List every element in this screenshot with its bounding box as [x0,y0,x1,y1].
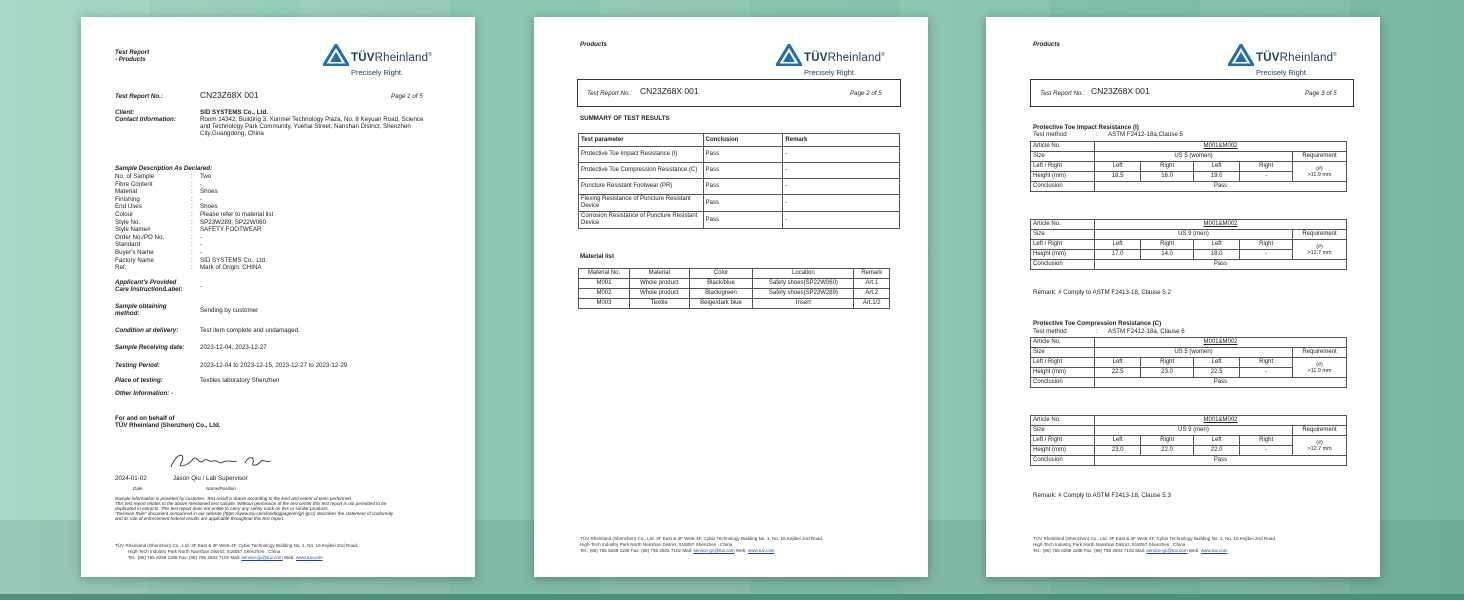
side-label: Left [1193,436,1239,446]
footer-web-link[interactable]: www.tuv.com [747,547,775,553]
summary-table [578,133,900,229]
table-cell: - [783,212,900,229]
report-no-label: Test Report No.: [115,93,163,100]
table-row [579,279,890,289]
label-cell: Height (mm) [1031,250,1095,260]
requirement-mark: (#) [1316,439,1323,446]
side-row [1031,240,1347,250]
compress-table-women [1030,337,1347,388]
requirement-value [1293,358,1347,378]
height-value: 22.5 [1193,368,1239,378]
side-label: Right [1141,162,1194,172]
label-cell: Left / Right [1031,240,1095,250]
report-page-1 [81,17,475,577]
tuv-logo [776,44,896,82]
table-row [579,179,900,195]
sample-field-colon: : [191,256,193,264]
height-value: 22.5 [1095,368,1141,378]
article-value: M001&M002 [1095,220,1347,230]
sample-field-label: Fibre Content [115,180,153,188]
sample-field-colon: : [191,180,193,188]
table-cell: - [783,163,900,179]
side-row [1031,162,1347,172]
contact-line: Room 14342, Building 3, Xunmei Technology Plaza, No. 8 Keyuan Road, Science [200,116,424,123]
contact-line: City,Guangdong, China [200,130,264,137]
care-label: Applicant's Provided [115,279,177,286]
triangle-logo-icon [1228,44,1254,66]
requirement-header: Requirement [1293,426,1347,436]
sign-date: 2024-01-02 [115,475,147,482]
table-cell: Black/green [689,289,753,299]
footer-contact [115,555,358,561]
sample-field-label: Ref. [115,264,127,272]
table-cell: M002 [579,289,630,299]
column-header: Color [689,269,753,279]
footer-contact [1033,548,1276,554]
article-value: M001&M002 [1095,416,1347,426]
header-subtitle: - Products [115,56,146,63]
sample-field-value: SAFETY FOOTWEAR [200,226,262,234]
table-cell: Whole product [629,279,689,289]
footer-web-link[interactable]: www.tuv.com [295,554,323,560]
table-row [579,212,900,229]
obtain-label: method: [115,310,140,317]
height-value: 18.0 [1193,250,1239,260]
client-label: Client: [115,109,135,116]
sample-field-label: Colour [115,211,134,218]
requirement-limit: >12.7 mm [1307,249,1332,256]
requirement-limit: >12.7 mm [1307,445,1332,452]
side-label: Left [1095,162,1141,172]
footer-mail-link[interactable]: service-gc@tuv.com [1146,547,1188,553]
brand-name [804,52,885,64]
sample-field-label: Order No./PO No. [115,233,165,241]
page-number: Page 2 of 5 [850,90,882,97]
header-title: Products [1033,41,1060,48]
page-number: Page 3 of 5 [1305,90,1337,97]
place-value: Textiles laboratory Shenzhen [200,377,280,384]
sample-field-label: No. of Sample [115,173,155,180]
footer-line: TÜV Rheinland (Shenzhen) Co., Ltd. 3F East & 3F West-4F, Cybio Technology Building No. 1, No. 16 Kejibei 2nd Road, [580,536,824,541]
tuv-logo [323,44,443,82]
brand-bold: TÜV [804,52,828,64]
footer-line: TÜV Rheinland (Shenzhen) Co., Ltd. 3F East & 3F West-4F, Cybio Technology Building No. 1, No. 16 Kejibei 2nd Road, [1033,536,1277,541]
requirement-value [1293,240,1347,260]
tuv-logo [1228,44,1348,82]
label-cell: Article No. [1031,416,1095,426]
period-label: Testing Period: [115,362,160,369]
size-row [1031,152,1347,162]
label-cell: Size [1031,230,1095,240]
brand-claim: Precisely Right. [351,68,404,77]
brand-rest: Rheinland [827,52,882,64]
condition-label: Condition at delivery: [115,327,179,334]
sample-field-value: Mark of Origin: CHINA [200,264,262,272]
obtain-label: Sample obtaining [115,303,167,310]
table-row [579,289,890,299]
table-cell: Protective Toe Compression Resistance (C) [579,163,704,179]
label-cell: Conclusion [1031,456,1095,466]
sample-field-colon: : [191,203,193,211]
table-header-row [579,134,900,147]
side-label: Right [1240,240,1293,250]
brand-reg: ® [428,52,433,59]
side-label: Right [1141,436,1194,446]
side-label: Left [1193,240,1239,250]
behalf-company: TÜV Rheinland (Shenzhen) Co., Ltd. [115,422,221,429]
table-cell: Textile [629,299,689,309]
conclusion-value: Pass [1095,456,1347,466]
side-label: Right [1141,358,1194,368]
impact-table-women [1030,141,1347,192]
sample-field-label: End Uses [115,203,142,211]
requirement-mark: (#) [1316,361,1323,368]
sample-field-label: Material [115,188,138,196]
label-cell: Left / Right [1031,436,1095,446]
size-row [1031,230,1347,240]
table-row [579,299,890,309]
table-cell: Pass [703,147,783,163]
sample-field-value: Shoes [200,203,218,211]
table-cell: M001 [579,279,630,289]
height-value: 14.0 [1141,250,1194,260]
height-value: 23.0 [1095,446,1141,456]
side-label: Right [1240,358,1293,368]
sample-field-value: Please refer to material list [200,211,274,218]
compress-table-men [1030,415,1347,466]
side-row [1031,436,1347,446]
label-cell: Size [1031,348,1095,358]
sample-field-colon: : [191,211,193,218]
disclaimer-line: "Decision Rule" document announced in our website (https://www.tuv.com/landingpage/en/gn-gcc/) describes the statement of conformity [115,511,394,516]
footer-web-link[interactable]: www.tuv.com [1200,547,1228,553]
table-cell: Black/blue [689,279,753,289]
sample-field-label: Buyer's Name [115,249,154,256]
sample-field-colon: : [191,249,193,256]
column-header: Conclusion [703,134,783,147]
brand-reg: ® [881,52,886,59]
footer-line: TÜV Rheinland (Shenzhen) Co., Ltd. 3F East & 3F West-4F, Cybio Technology Building No. 1, No. 16 Kejibei 2nd Road, [115,543,359,548]
page-footer [1033,536,1276,553]
conclusion-value: Pass [1095,182,1347,192]
footer-line: High-Tech Industry Park North Nanshan District, 518057 Shenzhen , China [128,548,281,554]
side-label: Right [1240,162,1293,172]
side-label: Right [1240,436,1293,446]
height-value: - [1240,172,1293,182]
report-no: CN23Z68X 001 [200,90,259,100]
label-cell: Size [1031,426,1095,436]
table-cell: Corrosion Resistance of Puncture Resistant Device [579,212,704,229]
care-label: Care Instruction/Label: [115,286,183,293]
impact-table-men [1030,219,1347,270]
client-value: SID SYSTEMS Co., Ltd. [200,109,269,116]
behalf-line: For and on behalf of [115,415,175,422]
sample-field-value: Two [200,173,212,180]
height-value: 18.5 [1095,172,1141,182]
height-value: 22.0 [1193,446,1239,456]
column-header: Remark [854,269,890,279]
sample-field-colon: : [191,195,193,203]
period-value: 2023-12-04 to 2023-12-15, 2023-12-27 to 2023-12-29 [200,362,348,369]
other-info: Other Information: - [115,390,174,397]
sample-field-value: SID SYSTEMS Co., Ltd. [200,256,267,264]
remark-compress: Remark: # Comply to ASTM F2413-18, Clause 5.3 [1033,492,1171,499]
report-page-2 [534,17,928,577]
brand-bold: TÜV [351,52,375,64]
impact-method-label: Test method [1033,131,1067,138]
side-label: Right [1141,240,1194,250]
size-value: US 9 (men) [1095,426,1293,436]
side-label: Left [1095,358,1141,368]
label-cell: Article No. [1031,338,1095,348]
label-cell: Conclusion [1031,378,1095,388]
conclusion-row [1031,260,1347,270]
table-cell: Art.1 [854,279,890,289]
place-label: Place of testing: [115,377,163,384]
requirement-limit: >11.9 mm [1307,171,1332,178]
table-cell: Safety shoes(SP22W060) [753,279,854,289]
sample-field-value: Shoes [200,188,218,196]
label-cell: Left / Right [1031,162,1095,172]
sample-field-colon: : [191,241,193,249]
compress-method: ASTM F2412-18a, Clause 6 [1108,328,1185,335]
conclusion-row [1031,456,1347,466]
disclaimer-line: Sample information is provided by customer. Test result is drawn according to the kind and extent of tests performed. [115,496,353,501]
sample-field-label: Style Name# [115,226,151,234]
footer-mail-link[interactable]: service-gc@tuv.com [693,547,735,553]
table-row [579,163,900,179]
contact-label: Contact Information: [115,116,176,123]
brand-rest: Rheinland [374,52,429,64]
triangle-logo-icon [776,44,802,66]
signature-image [167,449,277,473]
conclusion-row [1031,182,1347,192]
impact-title: Protective Toe Impact Resistance (I) [1033,124,1139,131]
column-header: Remark [783,134,900,147]
care-value: - [200,283,203,290]
requirement-header: Requirement [1293,348,1347,358]
table-cell: Insert [753,299,854,309]
page-number: Page 1 of 5 [391,93,423,100]
table-cell: Safety shoes(SP23W289) [753,289,854,299]
sample-field-label: Factory Name [115,256,154,264]
table-cell: - [783,179,900,195]
table-cell: Art.1/2 [854,299,890,309]
compress-title: Protective Toe Compression Resistance (C) [1033,320,1162,327]
report-no-box [577,79,901,107]
column-header: Material No. [579,269,630,279]
article-row [1031,220,1347,230]
report-page-3 [986,17,1380,577]
size-value: US 5 (women) [1095,152,1293,162]
disclaimer-line: This test report relates to the above mentioned test sample. Without permission of the test center this test report is not permitted to be [115,501,387,506]
table-cell: Pass [703,212,783,229]
sample-field-colon: : [191,226,193,234]
table-cell: M003 [579,299,630,309]
report-no-box [1030,79,1354,107]
triangle-logo-icon [323,44,349,66]
footer-mail-link[interactable]: service-gc@tuv.com [241,554,283,560]
size-row [1031,348,1347,358]
disclaimer-line: and its rule of enforcement federal results are applicable throughout this test report. [115,516,285,521]
compress-method-label: Test method [1033,328,1067,335]
column-header: Test parameter [579,134,704,147]
header-title: Test Report [115,49,150,56]
requirement-value [1293,162,1347,182]
height-value: 16.0 [1141,172,1194,182]
brand-bold: TÜV [1256,52,1280,64]
table-cell: Protective Toe Impact Resistance (I) [579,147,704,163]
impact-method-colon: : [1096,131,1098,138]
brand-claim: Precisely Right. [804,68,857,77]
article-row [1031,416,1347,426]
receiving-value: 2023-12-04, 2023-12-27 [200,344,267,351]
side-label: Left [1193,358,1239,368]
article-row [1031,338,1347,348]
table-cell: Pass [703,163,783,179]
sample-field-colon: : [191,173,193,180]
height-value: - [1240,250,1293,260]
report-no: CN23Z68X 001 [640,86,699,96]
brand-claim: Precisely Right. [1256,68,1309,77]
footer-contact-text: Tel.: (86) 755 8268 1188 Fax: (86) 755 2603 7102 Mail: [128,554,241,560]
footer-contact-text: Tel.: (86) 755 8268 1188 Fax: (86) 755 2603 7102 Mail: [1033,547,1146,553]
table-row [579,147,900,163]
brand-name [1256,52,1337,64]
compress-method-colon: : [1096,328,1098,335]
footer-web-label: Web: [1187,547,1200,553]
table-cell: Pass [703,195,783,212]
height-value: 23.0 [1141,368,1194,378]
article-value: M001&M002 [1095,142,1347,152]
page-footer [580,536,823,553]
footer-contact-text: Tel.: (86) 755 8268 1188 Fax: (86) 755 2603 7102 Mail: [580,547,693,553]
height-value: 17.0 [1095,250,1141,260]
column-header: Location [753,269,854,279]
label-cell: Height (mm) [1031,368,1095,378]
table-cell: - [783,147,900,163]
sample-field-colon: : [191,233,193,241]
requirement-mark: (#) [1316,243,1323,250]
size-value: US 5 (women) [1095,348,1293,358]
size-row [1031,426,1347,436]
article-row [1031,142,1347,152]
footer-contact [580,548,823,554]
sample-field-value: - [200,180,203,188]
footer-web-label: Web: [734,547,747,553]
table-cell: Beige/dark blue [689,299,753,309]
side-label: Left [1095,436,1141,446]
impact-method: ASTM F2412-18a,Clause 5 [1108,131,1183,138]
footer-line: High-Tech Industry Park North Nanshan District, 518057 Shenzhen , China [580,541,733,547]
footer-line: High-Tech Industry Park North Nanshan District, 518057 Shenzhen , China [1033,541,1186,547]
table-cell: Pass [703,179,783,195]
side-row [1031,358,1347,368]
report-no-label: Test Report No.: [587,90,632,97]
side-label: Left [1193,162,1239,172]
sample-field-value: - [200,241,203,249]
sample-field-value: - [200,249,203,256]
table-row [579,195,900,212]
material-table [578,268,890,309]
height-value: - [1240,446,1293,456]
sample-field-value: - [200,195,203,203]
header-title: Products [580,41,607,48]
requirement-header: Requirement [1293,230,1347,240]
sample-field-colon: : [191,218,193,226]
label-cell: Article No. [1031,220,1095,230]
table-cell: Whole product [629,289,689,299]
ledge-edge [0,594,1464,600]
conclusion-value: Pass [1095,378,1347,388]
sample-field-label: Standard [115,241,141,249]
article-value: M001&M002 [1095,338,1347,348]
sample-field-value: SP23W289, SP22W060 [200,218,267,226]
summary-title: SUMMARY OF TEST RESULTS [580,115,670,122]
footer-web-label: Web: [282,554,295,560]
side-label: Left [1095,240,1141,250]
label-cell: Left / Right [1031,358,1095,368]
report-no: CN23Z68X 001 [1091,86,1150,96]
conclusion-value: Pass [1095,260,1347,270]
sign-date-caption: Date [133,486,143,491]
table-cell: Puncture Resistant Footwear (PR) [579,179,704,195]
receiving-label: Sample Receiving date: [115,344,185,351]
label-cell: Height (mm) [1031,446,1095,456]
sample-field-colon: : [191,188,193,196]
table-cell: Flexing Resistance of Puncture Resistant Device [579,195,704,212]
condition-value: Test item complete and undamaged. [200,327,300,334]
obtain-value: Sending by customer [200,307,259,314]
label-cell: Article No. [1031,142,1095,152]
height-value: 22.0 [1141,446,1194,456]
sample-field-value: - [200,233,203,241]
remark-impact: Remark: # Comply to ASTM F2413-18, Clause 5.2 [1033,289,1171,296]
table-cell: Art.2 [854,289,890,299]
page-footer [115,543,358,560]
brand-name [351,52,432,64]
sample-field-label: Style No. [115,218,141,226]
sample-field-colon: : [191,264,193,272]
sign-name-caption: Name/Position [206,486,236,491]
table-cell: - [783,195,900,212]
sign-name: Jason Qiu / Lab Supervisor [173,475,248,482]
sample-heading: Sample Description As Declared: [115,165,213,172]
requirement-mark: (#) [1316,165,1323,172]
height-value: 19.0 [1193,172,1239,182]
disclaimer-line: duplicated in extracts. This test report does not entitle to carry any safety mark on this or similar products. [115,506,329,511]
contact-line: and Technology Park Community, Yuehai Street, Nanshan District, Shenzhen [200,123,411,130]
sample-field-label: Finishing [115,195,140,203]
requirement-header: Requirement [1293,152,1347,162]
material-title: Material list [580,253,615,260]
column-header: Material [629,269,689,279]
brand-rest: Rheinland [1279,52,1334,64]
label-cell: Conclusion [1031,182,1095,192]
size-value: US 9 (men) [1095,230,1293,240]
requirement-value [1293,436,1347,456]
height-value: - [1240,368,1293,378]
label-cell: Size [1031,152,1095,162]
requirement-limit: >11.9 mm [1307,367,1332,374]
report-no-label: Test Report No.: [1040,90,1085,97]
table-header-row [579,269,890,279]
label-cell: Height (mm) [1031,172,1095,182]
conclusion-row [1031,378,1347,388]
label-cell: Conclusion [1031,260,1095,270]
brand-reg: ® [1333,52,1338,59]
